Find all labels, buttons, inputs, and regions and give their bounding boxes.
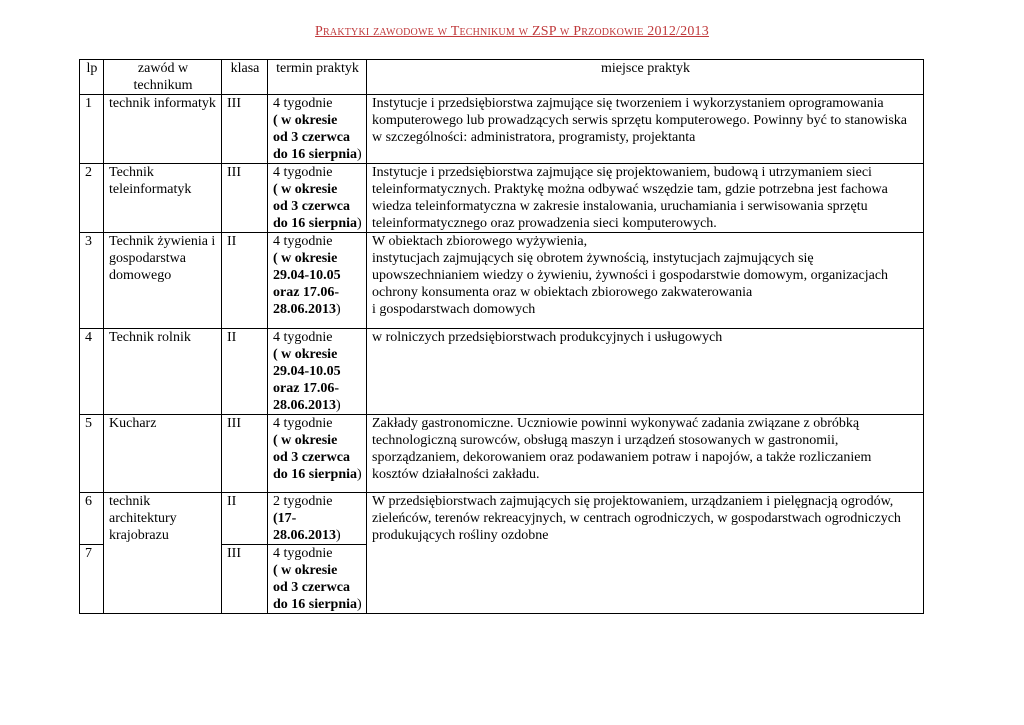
cell-zawod: Kucharz bbox=[104, 415, 222, 493]
termin-duration: 4 tygodnie bbox=[273, 96, 333, 111]
termin-duration: 4 tygodnie bbox=[273, 330, 333, 345]
cell-lp: 7 bbox=[80, 545, 104, 614]
termin-close: ) bbox=[357, 216, 362, 231]
cell-termin bbox=[268, 493, 367, 545]
cell-klasa: III bbox=[222, 164, 268, 233]
cell-lp: 3 bbox=[80, 233, 104, 329]
cell-lp: 1 bbox=[80, 95, 104, 164]
header-miejsce: miejsce praktyk bbox=[367, 60, 924, 95]
termin-duration: 4 tygodnie bbox=[273, 234, 333, 249]
cell-klasa: III bbox=[222, 415, 268, 493]
cell-miejsce: Zakłady gastronomiczne. Uczniowie powinni wykonywać zadania związane z obróbką technologiczną surowców, obsługą maszyn i urządzeń stosowanych w gastronomii, sporządzaniem, dekorowaniem oraz podawaniem potraw i napojów, a także rozliczaniem kosztów działalności zakładu. bbox=[367, 415, 924, 493]
cell-zawod: technik architektury krajobrazu bbox=[104, 493, 222, 614]
termin-period: ( w okresie od 3 czerwca do 16 sierpnia bbox=[273, 433, 358, 482]
termin-duration: 4 tygodnie bbox=[273, 165, 333, 180]
cell-klasa: III bbox=[222, 95, 268, 164]
cell-termin bbox=[268, 164, 367, 233]
cell-lp: 5 bbox=[80, 415, 104, 493]
cell-lp: 4 bbox=[80, 329, 104, 415]
cell-miejsce: W obiektach zbiorowego wyżywienia, instytucjach zajmujących się obrotem żywnością, instytucjach zajmujących się upowszechnianiem wiedzy o żywieniu, żywności i gospodarstwie domowym, organizacjach ochrony konsumenta oraz w obiektach zbiorowego zakwaterowania i gospodarstwach domowych bbox=[367, 233, 924, 329]
cell-miejsce: w rolniczych przedsiębiorstwach produkcyjnych i usługowych bbox=[367, 329, 924, 415]
termin-period: ( w okresie od 3 czerwca do 16 sierpnia bbox=[273, 113, 358, 162]
cell-klasa: III bbox=[222, 545, 268, 614]
cell-zawod: Technik teleinformatyk bbox=[104, 164, 222, 233]
cell-miejsce: Instytucje i przedsiębiorstwa zajmujące się tworzeniem i wykorzystaniem oprogramowania komputerowego lub prowadzących serwis sprzętu komputerowego. Powinny być to stanowiska w szczególności: administratora, programisty, projektanta bbox=[367, 95, 924, 164]
header-termin: termin praktyk bbox=[268, 60, 367, 95]
termin-period: (17- 28.06.2013 bbox=[273, 511, 336, 543]
termin-period: ( w okresie 29.04-10.05 oraz 17.06- 28.06.2013 bbox=[273, 347, 341, 413]
cell-zawod: technik informatyk bbox=[104, 95, 222, 164]
cell-termin bbox=[268, 545, 367, 614]
termin-duration: 2 tygodnie bbox=[273, 494, 333, 509]
header-row bbox=[80, 60, 924, 95]
cell-termin bbox=[268, 233, 367, 329]
document-title: Praktyki zawodowe w Technikum w ZSP w Przodkowie 2012/2013 bbox=[315, 24, 709, 39]
cell-klasa: II bbox=[222, 493, 268, 545]
cell-miejsce: Instytucje i przedsiębiorstwa zajmujące się projektowaniem, budową i utrzymaniem sieci teleinformatycznych. Praktykę można odbywać wszędzie tam, gdzie potrzebna jest fachowa wiedza teleinformatyczna w zakresie instalowania, uruchamiania i serwisowania sprzętu teleinformatycznego oraz prowadzenia sieci komputerowych. bbox=[367, 164, 924, 233]
table-row bbox=[80, 493, 924, 545]
termin-close: ) bbox=[357, 147, 362, 162]
termin-close: ) bbox=[336, 302, 341, 317]
termin-period: ( w okresie od 3 czerwca do 16 sierpnia bbox=[273, 563, 358, 612]
termin-close: ) bbox=[336, 528, 341, 543]
table-row bbox=[80, 95, 924, 164]
termin-period: ( w okresie 29.04-10.05 oraz 17.06- 28.06.2013 bbox=[273, 251, 341, 317]
cell-termin bbox=[268, 95, 367, 164]
cell-lp: 6 bbox=[80, 493, 104, 545]
header-klasa: klasa bbox=[222, 60, 268, 95]
practice-table bbox=[79, 59, 924, 614]
cell-klasa: II bbox=[222, 233, 268, 329]
termin-close: ) bbox=[357, 467, 362, 482]
termin-close: ) bbox=[357, 597, 362, 612]
table-row bbox=[80, 233, 924, 329]
table-row bbox=[80, 164, 924, 233]
cell-klasa: II bbox=[222, 329, 268, 415]
cell-zawod: Technik rolnik bbox=[104, 329, 222, 415]
header-lp: lp bbox=[80, 60, 104, 95]
cell-termin bbox=[268, 329, 367, 415]
header-zawod: zawód w technikum bbox=[104, 60, 222, 95]
cell-miejsce: W przedsiębiorstwach zajmujących się projektowaniem, urządzaniem i pielęgnacją ogrodów, zieleńców, terenów rekreacyjnych, w centrach ogrodniczych, w gospodarstwach ogrodniczych produkujących rośliny ozdobne bbox=[367, 493, 924, 614]
termin-duration: 4 tygodnie bbox=[273, 416, 333, 431]
cell-zawod: Technik żywienia i gospodarstwa domowego bbox=[104, 233, 222, 329]
cell-termin bbox=[268, 415, 367, 493]
termin-close: ) bbox=[336, 398, 341, 413]
cell-lp: 2 bbox=[80, 164, 104, 233]
table-row bbox=[80, 329, 924, 415]
table-row bbox=[80, 415, 924, 493]
termin-duration: 4 tygodnie bbox=[273, 546, 333, 561]
termin-period: ( w okresie od 3 czerwca do 16 sierpnia bbox=[273, 182, 358, 231]
